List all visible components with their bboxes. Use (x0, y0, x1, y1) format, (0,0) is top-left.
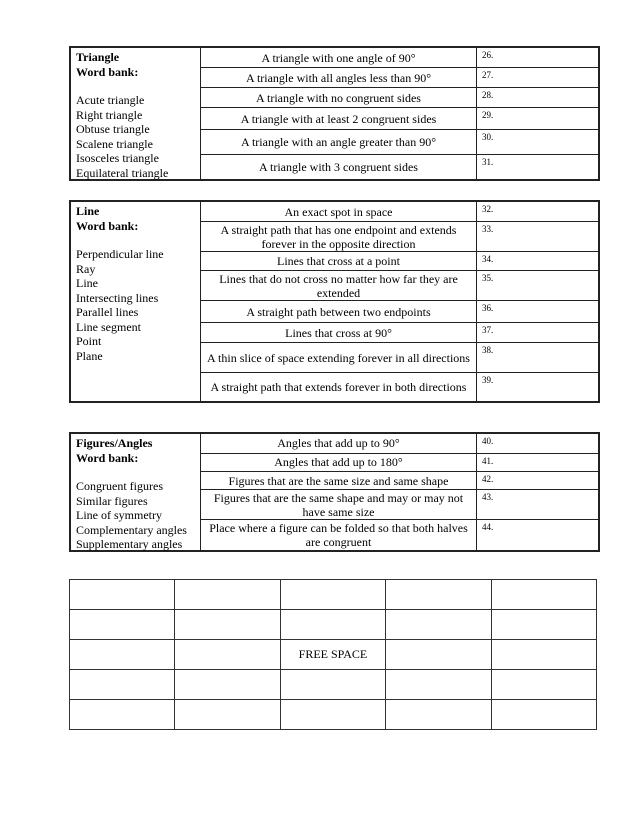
word-bank-item: Isosceles triangle (76, 151, 159, 165)
clue-number[interactable]: 29. (476, 108, 598, 129)
line-section (69, 200, 600, 403)
clue-number[interactable]: 40. (476, 434, 598, 453)
clue-text: Lines that do not cross no matter how far they are extended (219, 271, 458, 300)
word-bank-item: Congruent figures (76, 479, 163, 493)
clue-row (201, 373, 598, 401)
word-bank-item: Point (76, 334, 102, 348)
clue-number[interactable]: 32. (476, 202, 598, 221)
grid-cell[interactable] (491, 610, 596, 640)
word-bank-item: Obtuse triangle (76, 122, 150, 136)
clue-number[interactable]: 33. (476, 222, 598, 251)
word-bank-label: Word bank: (76, 218, 139, 233)
clue-text: An exact spot in space (284, 204, 393, 219)
clue-row (201, 130, 598, 155)
section-title: Figures/Angles (76, 436, 153, 450)
clue-text: Angles that add up to 180° (274, 455, 403, 470)
grid-cell[interactable] (386, 640, 491, 670)
grid-cell[interactable] (491, 670, 596, 700)
clue-row (201, 88, 598, 108)
clue-row (201, 434, 598, 454)
clue-row (201, 271, 598, 301)
free-space-cell: FREE SPACE (280, 640, 385, 670)
clue-number[interactable]: 27. (476, 68, 598, 87)
clue-row (201, 323, 598, 343)
clue-text: Angles that add up to 90° (277, 436, 400, 451)
word-bank-label: Word bank: (76, 64, 139, 79)
grid-cell[interactable] (386, 580, 491, 610)
grid-cell[interactable] (386, 610, 491, 640)
clue-number[interactable]: 36. (476, 301, 598, 322)
grid-cell[interactable] (280, 580, 385, 610)
word-bank-item: Supplementary angles (76, 537, 183, 551)
clue-text: A triangle with all angles less than 90° (245, 70, 432, 85)
clue-row (201, 490, 598, 520)
grid-cell[interactable] (175, 700, 280, 730)
section-title: Line (76, 204, 100, 218)
grid-row (70, 640, 597, 670)
clue-row (201, 222, 598, 252)
grid-cell[interactable] (70, 640, 175, 670)
clue-list (201, 202, 598, 401)
grid-cell[interactable] (70, 610, 175, 640)
clue-text: A straight path between two endpoints (246, 304, 431, 319)
word-bank-item: Equilateral triangle (76, 165, 169, 180)
clue-number[interactable]: 38. (476, 343, 598, 372)
word-bank-item: Right triangle (76, 107, 143, 122)
word-bank (71, 202, 201, 401)
grid-cell[interactable] (70, 670, 175, 700)
grid-cell[interactable] (175, 670, 280, 700)
clue-text: Figures that are the same size and same shape (228, 473, 449, 488)
clue-row (201, 252, 598, 271)
grid-cell[interactable] (280, 670, 385, 700)
word-bank (71, 434, 201, 550)
figures-angles-section (69, 432, 600, 552)
clue-text: A straight path that extends forever in both directions (210, 380, 467, 394)
word-bank-item: Similar figures (76, 493, 148, 508)
grid-cell[interactable] (280, 700, 385, 730)
clue-text: Place where a figure can be folded so that both halves are congruent (209, 521, 468, 549)
grid-cell[interactable] (175, 640, 280, 670)
clue-text: A triangle with at least 2 congruent sides (240, 111, 437, 126)
clue-text: A triangle with 3 congruent sides (259, 160, 418, 174)
word-bank-label: Word bank: (76, 450, 139, 465)
word-bank-item: Acute triangle (76, 93, 145, 107)
clue-number[interactable]: 35. (476, 271, 598, 300)
clue-text: A thin slice of space extending forever in all directions (207, 350, 470, 365)
word-bank-item: Line of symmetry (76, 508, 162, 522)
section-title: Triangle (76, 50, 120, 64)
clue-text: Figures that are the same shape and may or may not have same size (213, 490, 464, 519)
word-bank (71, 48, 201, 179)
clue-list (201, 48, 598, 179)
clue-text: A straight path that has one endpoint and extends forever in the opposite direction (220, 222, 457, 251)
grid-cell[interactable] (386, 670, 491, 700)
word-bank-item: Line segment (76, 319, 141, 334)
clue-row (201, 68, 598, 88)
grid-cell[interactable] (491, 580, 596, 610)
grid-row (70, 670, 597, 700)
clue-row (201, 520, 598, 550)
clue-row (201, 108, 598, 130)
clue-number[interactable]: 37. (476, 323, 598, 342)
clue-number[interactable]: 41. (476, 454, 598, 472)
clue-number[interactable]: 44. (476, 520, 598, 550)
clue-number[interactable]: 26. (476, 48, 598, 67)
word-bank-item: Complementary angles (76, 522, 187, 537)
clue-row (201, 301, 598, 323)
clue-row (201, 155, 598, 179)
clue-number[interactable]: 43. (476, 490, 598, 519)
word-bank-item: Perpendicular line (76, 247, 164, 261)
clue-text: A triangle with no congruent sides (256, 90, 421, 105)
grid-cell[interactable] (491, 640, 596, 670)
word-bank-item: Line (76, 276, 98, 290)
clue-row (201, 472, 598, 490)
grid-cell[interactable] (70, 580, 175, 610)
clue-text: Lines that cross at a point (277, 254, 400, 268)
clue-text: A triangle with one angle of 90° (261, 50, 416, 65)
triangle-section (69, 46, 600, 181)
clue-number[interactable]: 39. (476, 373, 598, 401)
grid-row (70, 610, 597, 640)
clue-text: Lines that cross at 90° (285, 325, 392, 340)
clue-text: A triangle with an angle greater than 90° (240, 135, 437, 149)
clue-row (201, 343, 598, 373)
clue-number[interactable]: 34. (476, 252, 598, 270)
word-bank-item: Ray (76, 261, 96, 276)
grid-cell[interactable] (280, 610, 385, 640)
grid-cell[interactable] (491, 700, 596, 730)
clue-row (201, 454, 598, 473)
word-bank-item: Plane (76, 348, 103, 363)
grid-cell[interactable] (386, 700, 491, 730)
grid-cell[interactable] (175, 580, 280, 610)
grid-row (70, 580, 597, 610)
clue-row (201, 48, 598, 68)
grid-cell[interactable] (175, 610, 280, 640)
word-bank-item: Intersecting lines (76, 290, 159, 305)
clue-row (201, 202, 598, 222)
bingo-grid (69, 579, 597, 730)
word-bank-item: Scalene triangle (76, 136, 153, 151)
grid-row (70, 700, 597, 730)
clue-number[interactable]: 28. (476, 88, 598, 107)
clue-number[interactable]: 31. (476, 155, 598, 179)
clue-list (201, 434, 598, 550)
clue-number[interactable]: 30. (476, 130, 598, 154)
grid-cell[interactable] (70, 700, 175, 730)
word-bank-item: Parallel lines (76, 305, 139, 319)
clue-number[interactable]: 42. (476, 472, 598, 489)
